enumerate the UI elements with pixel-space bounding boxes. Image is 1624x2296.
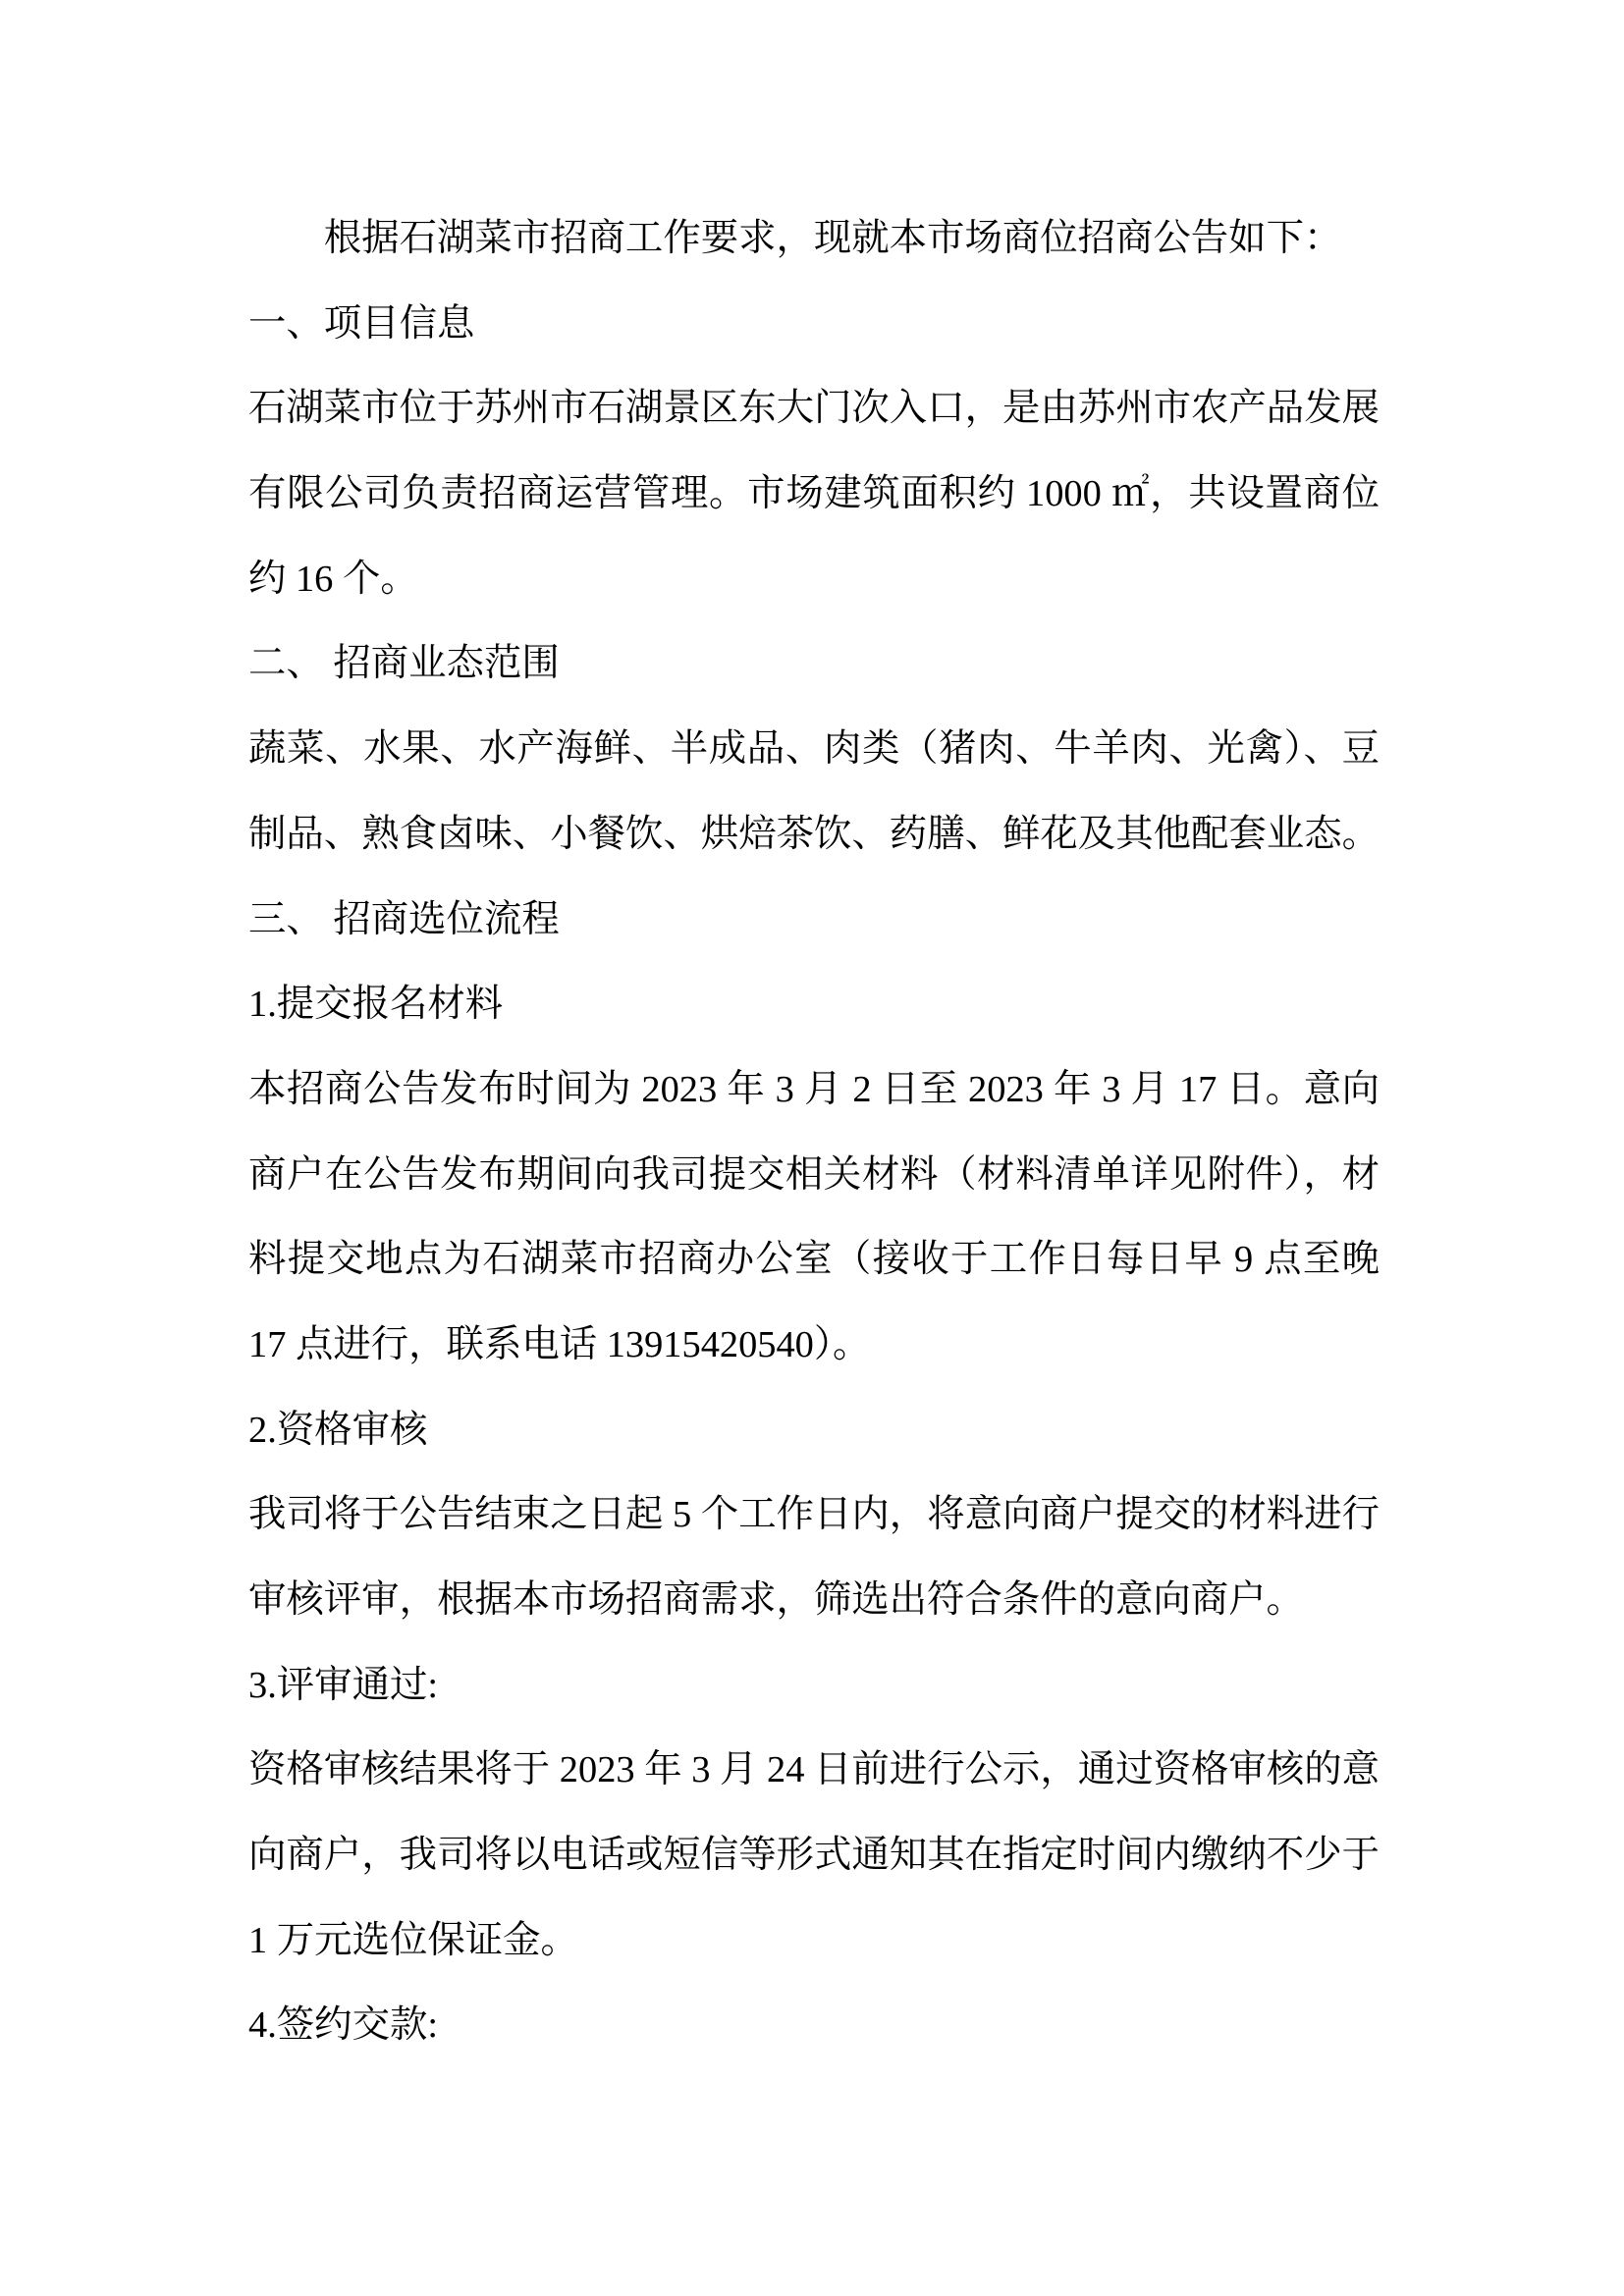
business-scope-line-1: 蔬菜、水果、水产海鲜、半成品、肉类（猪肉、牛羊肉、光禽）、豆 [248, 728, 1380, 771]
step-1-paragraph-line-4: 17 点进行，联系电话 13915420540）。 [248, 1323, 871, 1365]
document-body [248, 196, 1380, 2068]
heading-section-1: 一、项目信息 [248, 302, 475, 345]
heading-section-2: 二、 招商业态范围 [248, 643, 560, 685]
step-1-heading: 1.提交报名材料 [248, 984, 504, 1026]
project-info-line-3: 约 16 个。 [248, 558, 418, 600]
heading-section-3: 三、 招商选位流程 [248, 898, 560, 940]
business-scope-line-2: 制品、熟食卤味、小餐饮、烘焙茶饮、药膳、鲜花及其他配套业态。 [248, 813, 1380, 855]
step-3-heading: 3.评审通过: [248, 1664, 439, 1706]
step-4-heading: 4.签约交款: [248, 2004, 439, 2047]
step-2-paragraph-line-2: 审核评审，根据本市场招商需求，筛选出符合条件的意向商户。 [248, 1579, 1304, 1621]
step-1-paragraph-line-2: 商户在公告发布期间向我司提交相关材料（材料清单详见附件），材 [248, 1153, 1380, 1196]
step-3-paragraph-line-1: 资格审核结果将于 2023 年 3 月 24 日前进行公示，通过资格审核的意 [248, 1749, 1380, 1791]
project-info-line-1: 石湖菜市位于苏州市石湖景区东大门次入口，是由苏州市农产品发展 [248, 388, 1380, 430]
project-info-line-2: 有限公司负责招商运营管理。市场建筑面积约 1000 ㎡，共设置商位 [248, 473, 1380, 515]
step-3-paragraph-line-3: 1 万元选位保证金。 [248, 1919, 578, 1961]
step-1-paragraph-line-3: 料提交地点为石湖菜市招商办公室（接收于工作日每日早 9 点至晚 [248, 1239, 1380, 1281]
step-2-paragraph-line-1: 我司将于公告结束之日起 5 个工作日内，将意向商户提交的材料进行 [248, 1494, 1380, 1536]
step-2-heading: 2.资格审核 [248, 1409, 428, 1451]
step-3-paragraph-line-2: 向商户，我司将以电话或短信等形式通知其在指定时间内缴纳不少于 [248, 1835, 1380, 1877]
step-1-paragraph-line-1: 本招商公告发布时间为 2023 年 3 月 2 日至 2023 年 3 月 17 日。意向 [248, 1068, 1380, 1110]
intro-paragraph-line: 根据石湖菜市招商工作要求，现就本市场商位招商公告如下： [323, 218, 1342, 259]
